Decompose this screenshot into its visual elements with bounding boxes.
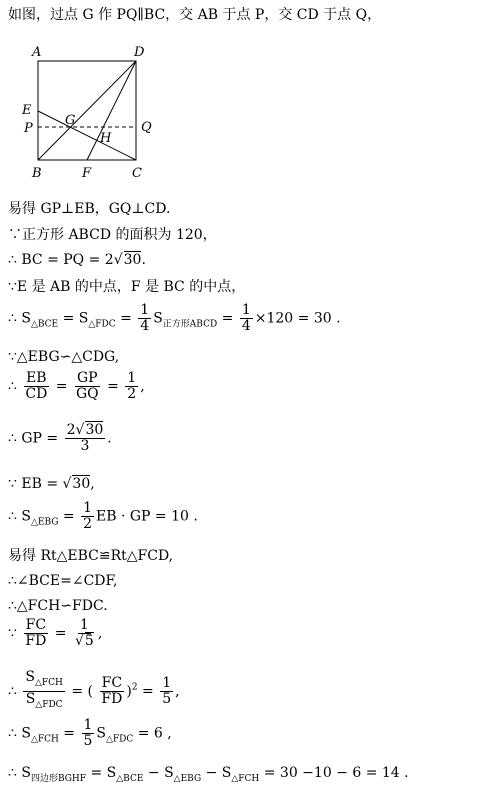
label-a: A xyxy=(32,45,42,60)
fraction-quarter-2: $\frac{1}{4}$ xyxy=(241,302,251,334)
segment-fd xyxy=(87,61,136,160)
line-4: ∵E 是 AB 的中点，F 是 BC 的中点， xyxy=(8,279,246,295)
line-9: ∵ EB = √30, xyxy=(8,476,95,492)
label-q: Q xyxy=(141,120,152,135)
line-8: ∴ GP = $\frac{2√30}{3}$ . xyxy=(8,422,112,454)
line-2: ∵正方形 ABCD 的面积为 120， xyxy=(8,227,217,243)
label-f: F xyxy=(82,166,92,180)
fraction-quarter: $\frac{1}{4}$ xyxy=(140,302,150,334)
line-6: ∵△EBG∽△CDG, xyxy=(8,349,120,365)
line-1: 易得 GP⊥EB，GQ⊥CD. xyxy=(8,201,171,217)
line-15: ∴ $\frac{S_{\triangle FCH}}{S_{\triangle FDC}}$ = ( $\frac{FC}{FD}$ )$^2$ = $\frac{1}{5}$ , xyxy=(8,669,180,710)
label-h: H xyxy=(100,131,112,146)
radical-sign: √ xyxy=(75,422,85,438)
label-g: G xyxy=(65,113,76,128)
segment-bd xyxy=(38,61,136,160)
line-7: ∴ $\frac{EB}{CD}$ = $\frac{GP}{GQ}$ = $\frac{1}{2}$ , xyxy=(8,370,145,402)
radical-sign: √ xyxy=(113,252,123,268)
line-14: ∵ $\frac{FC}{FD}$ = $\frac{1}{√5}$ , xyxy=(8,617,103,649)
line-13: ∴△FCH∽FDC. xyxy=(8,598,108,614)
radical-sign: √ xyxy=(62,476,72,492)
label-p: P xyxy=(24,121,33,136)
label-b: B xyxy=(32,166,42,180)
label-e: E xyxy=(22,103,32,118)
line-10: ∴ $S_{\triangle EBG}$ = $\frac{1}{2}$ EB · GP = 10 . xyxy=(8,500,198,532)
segment-ec xyxy=(38,111,136,160)
radical-sign: √ xyxy=(74,633,84,649)
sqrt-30: 30 xyxy=(123,252,142,268)
line-11: 易得 Rt△EBC≌Rt△FCD, xyxy=(8,548,174,564)
line-17: ∴ $S_{四边形BGHF} = S_{\triangle BCE} - S_{\triangle EBG} - S_{\triangle FCH} = 30 -10 - 6 = 14$ . xyxy=(8,765,409,784)
line-5: ∴ $S_{\triangle BCE} = S_{\triangle FDC}$ = $\frac{1}{4}$ $S_{正方形ABCD}$ = $\frac{1}{4}$ ×120 = 30 . xyxy=(8,302,341,334)
label-d: D xyxy=(134,45,145,60)
line-12: ∴∠BCE=∠CDF, xyxy=(8,573,118,589)
line-16: ∴ $S_{\triangle FCH}$ = $\frac{1}{5}$ $S_{\triangle FDC} = 6$ , xyxy=(8,717,172,749)
line-3: ∴ BC = PQ = 2√30. xyxy=(8,252,146,268)
square-diagram xyxy=(18,40,158,180)
label-c: C xyxy=(132,166,142,180)
intro-line: 如图，过点 G 作 PQ∥BC，交 AB 于点 P，交 CD 于点 Q， xyxy=(8,7,382,23)
